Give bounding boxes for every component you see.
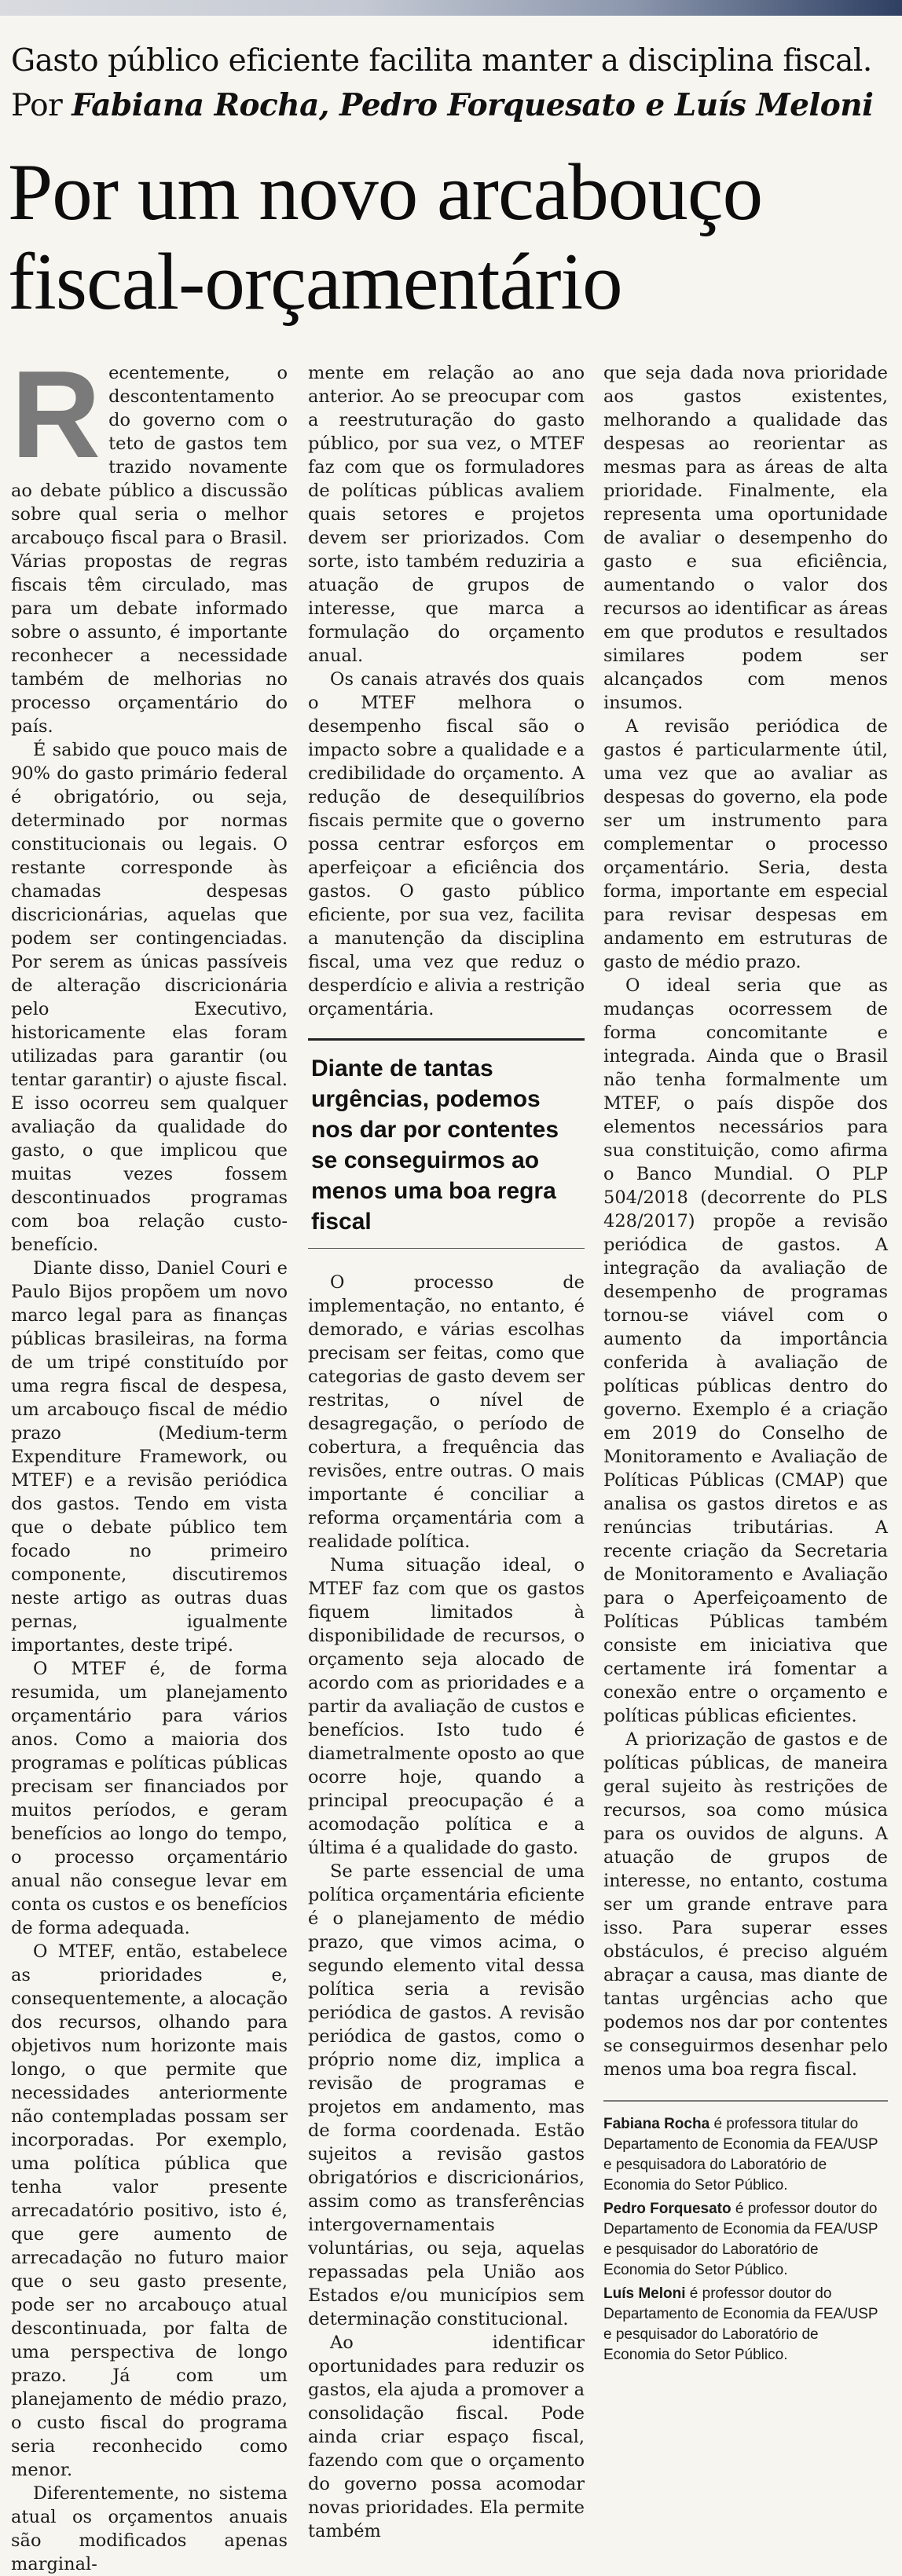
author-name: Fabiana Rocha	[603, 2116, 710, 2132]
paragraph: O processo de implementação, no entanto, é demorado, e várias escolhas precisam ser feitas, como que categorias de gasto devem ser restritas, o nível de desagregação, o período de cobertura, a frequência das revisões, entre outras. O mais importante é conciliar a reforma orçamentária com a realidade política.	[308, 1272, 585, 1552]
pull-quote: Diante de tantas urgências, podemos nos dar por contentes se conseguirmos ao menos uma boa regra fiscal	[308, 1038, 585, 1249]
paragraph-text: ecentemente, o descontentamento do governo com o teto de gastos tem trazido novamente ao debate público a discussão sobre qual seria o melhor arcabouço fiscal para o Brasil. Várias propostas de regras fiscais têm circulado, mas para um debate informado sobre o assunto, é importante reconhecer a necessidade também de melhorias no processo orçamentário do país.	[11, 363, 288, 737]
paragraph: A priorização de gastos e de políticas públicas, de maneira geral sujeito às restrições de recursos, soa como música para os ouvidos de alguns. A atuação de grupos de interesse, no entanto, costuma ser um grande entrave para isso. Para superar esses obstáculos, é preciso alguém abraçar a causa, mas diante de tantas urgências acho que podemos nos dar por contentes se conseguirmos desenhar pelo menos uma boa regra fiscal.	[603, 1729, 888, 2080]
byline-prefix: Por	[11, 88, 63, 123]
paragraph: mente em relação ao ano anterior. Ao se preocupar com a reestruturação do gasto público, por sua vez, o MTEF faz com que os formuladores de políticas públicas avaliem quais setores e projetos devem ser priorizados. Com sorte, isto também reduziria a atuação de grupos de interesse, que marca a formulação do orçamento anual.	[308, 363, 585, 666]
paragraph: Diferentemente, no sistema atual os orçamentos anuais são modificados apenas marginal-	[11, 2483, 288, 2574]
paragraph	[11, 346, 288, 738]
author-description: é professor doutor do Departamento de Economia da FEA/USP e pesquisador do Laboratório de Economia do Setor Público.	[603, 2285, 878, 2363]
author-bio	[603, 2114, 888, 2196]
author-bio	[603, 2284, 888, 2366]
author-description: é professora titular do Departamento de Economia da FEA/USP e pesquisadora do Laboratório de Economia do Setor Público.	[603, 2116, 878, 2194]
paragraph: O ideal seria que as mudanças ocorressem de forma concomitante e integrada. Ainda que o Brasil não tenha formalmente um MTEF, o país dispõe dos elementos necessários para sua constituição, como afirma o Banco Mundial. O PLP 504/2018 (decorrente do PLS 428/2017) propõe a revisão periódica de gastos. A integração da avaliação de desempenho de programas tornou-se viável com o aumento da importância conferida à avaliação de políticas públicas dentro do governo. Exemplo é a criação em 2019 do Conselho de Monitoramento e Avaliação de Políticas Públicas (CMAP) que analisa os gastos diretos e as renúncias tributárias. A recente criação da Secretaria de Monitoramento e Avaliação para o Aperfeiçoamento de Políticas Públicas também consiste em iniciativa que certamente irá fomentar a conexão entre o orçamento e políticas públicas eficientes.	[603, 975, 888, 1726]
paragraph: que seja dada nova prioridade aos gastos existentes, melhorando a qualidade das despesas ao reorientar as mesmas para as áreas de alta prioridade. Finalmente, ela representa uma oportunidade de avaliar o desempenho do gasto e sua eficiência, aumentando o valor dos recursos ao identificar as áreas em que produtos e resultados similares podem ser alcançados com menos insumos.	[603, 363, 888, 713]
page-top-bar	[0, 0, 902, 16]
paragraph: O MTEF, então, estabelece as prioridades e, consequentemente, a alocação dos recursos, olhando para objetivos num horizonte mais longo, o que permite que necessidades anteriormente não contempladas possam ser incorporadas. Por exemplo, uma política pública que tenha valor presente arrecadatório positivo, isto é, que gere aumento de arrecadação no futuro maior que o seu gasto presente, pode ser no arcabouço atual descontinuada, por falta de uma perspectiva de longo prazo. Já com um planejamento de médio prazo, o custo fiscal do programa seria reconhecido como menor.	[11, 1941, 288, 2480]
paragraph: Os canais através dos quais o MTEF melhora o desempenho fiscal são o impacto sobre a qualidade e a credibilidade do orçamento. A redução de desequilíbrios fiscais permite que o governo possa centrar esforços em aperfeiçoar a eficiência dos gastos. O gasto público eficiente, por sua vez, facilita a manutenção da disciplina fiscal, uma vez que reduz o desperdício e alivia a restrição orçamentária.	[308, 669, 585, 1019]
paragraph: Diante disso, Daniel Couri e Paulo Bijos propõem um novo marco legal para as finanças públicas brasileiras, na forma de um tripé constituído por uma regra fiscal de despesa, um arcabouço fiscal de médio prazo (Medium-term Expenditure Framework, ou MTEF) e a revisão periódica dos gastos. Tendo em vista que o debate público tem focado no primeiro componente, discutiremos neste artigo as outras duas pernas, igualmente importantes, deste tripé.	[11, 1258, 288, 1656]
author-name: Luís Meloni	[603, 2285, 686, 2302]
author-bios	[603, 2100, 888, 2366]
column-2	[308, 361, 585, 2543]
column-3	[603, 361, 888, 2369]
kicker-byline	[11, 83, 891, 128]
author-name: Pedro Forquesato	[603, 2201, 732, 2217]
paragraph: A revisão periódica de gastos é particularmente útil, uma vez que ao avaliar as despesas do governo, ela pode ser um instrumento para complementar o processo orçamentário. Seria, desta forma, importante em especial para revisar despesas em andamento em estruturas de gasto de médio prazo.	[603, 716, 888, 972]
byline-authors: Fabiana Rocha, Pedro Forquesato e Luís Meloni	[72, 87, 874, 123]
paragraph: O MTEF é, de forma resumida, um planejamento orçamentário para vários anos. Como a maioria dos programas e políticas públicas precisam ser financiados por muitos períodos, e geram benefícios ao longo do tempo, o processo orçamentário anual não consegue levar em conta os custos e os benefícios de forma adequada.	[11, 1659, 288, 1938]
paragraph: Numa situação ideal, o MTEF faz com que os gastos fiquem limitados à disponibilidade de recursos, o orçamento seja alocado de acordo com as prioridades e a partir da avaliação de custos e benefícios. Isto tudo é diametralmente oposto ao que ocorre hoje, quando a principal preocupação é a acomodação política e a última é a qualidade do gasto.	[308, 1555, 585, 1858]
kicker-subtitle: Gasto público eficiente facilita manter a disciplina fiscal.	[11, 43, 872, 79]
article-headline	[8, 148, 888, 327]
headline-line-2: fiscal-orçamentário	[8, 237, 622, 327]
author-bio	[603, 2199, 888, 2281]
column-1	[11, 346, 288, 2576]
paragraph: É sabido que pouco mais de 90% do gasto primário federal é obrigatório, ou seja, determinado por normas constitucionais ou legais. O restante corresponde às chamadas despesas discricionárias, aquelas que podem ser contingenciadas. Por serem as únicas passíveis de alteração discricionária pelo Executivo, historicamente elas foram utilizadas para garantir (ou tentar garantir) o ajuste fiscal. E isso ocorreu sem qualquer avaliação da qualidade do gasto, o que implicou que muitas vezes fossem descontinuados programas com boa relação custo-benefício.	[11, 740, 288, 1255]
paragraph: Ao identificar oportunidades para reduzir os gastos, ela ajuda a promover a consolidação fiscal. Pode ainda criar espaço fiscal, fazendo com que o orçamento do governo possa acomodar novas prioridades. Ela permite também	[308, 2333, 585, 2541]
paragraph: Se parte essencial de uma política orçamentária eficiente é o planejamento de médio prazo, que vimos acima, o segundo elemento vital dessa política seria a revisão periódica de gastos. A revisão periódica de gastos, como o próprio nome diz, implica a revisão de programas e projetos em andamento, mas de forma coordenada. Estão sujeitos a revisão gastos obrigatórios e discricionários, assim como as transferências intergovernamentais voluntárias, ou seja, aquelas repassadas pela União aos Estados e/ou municípios sem determinação constitucional.	[308, 1861, 585, 2329]
author-description: é professor doutor do Departamento de Economia da FEA/USP e pesquisador do Laboratório de Economia do Setor Público.	[603, 2201, 878, 2278]
kicker	[11, 39, 891, 128]
drop-cap: R	[11, 346, 101, 484]
headline-line-1: Por um novo arcabouço	[8, 148, 763, 237]
